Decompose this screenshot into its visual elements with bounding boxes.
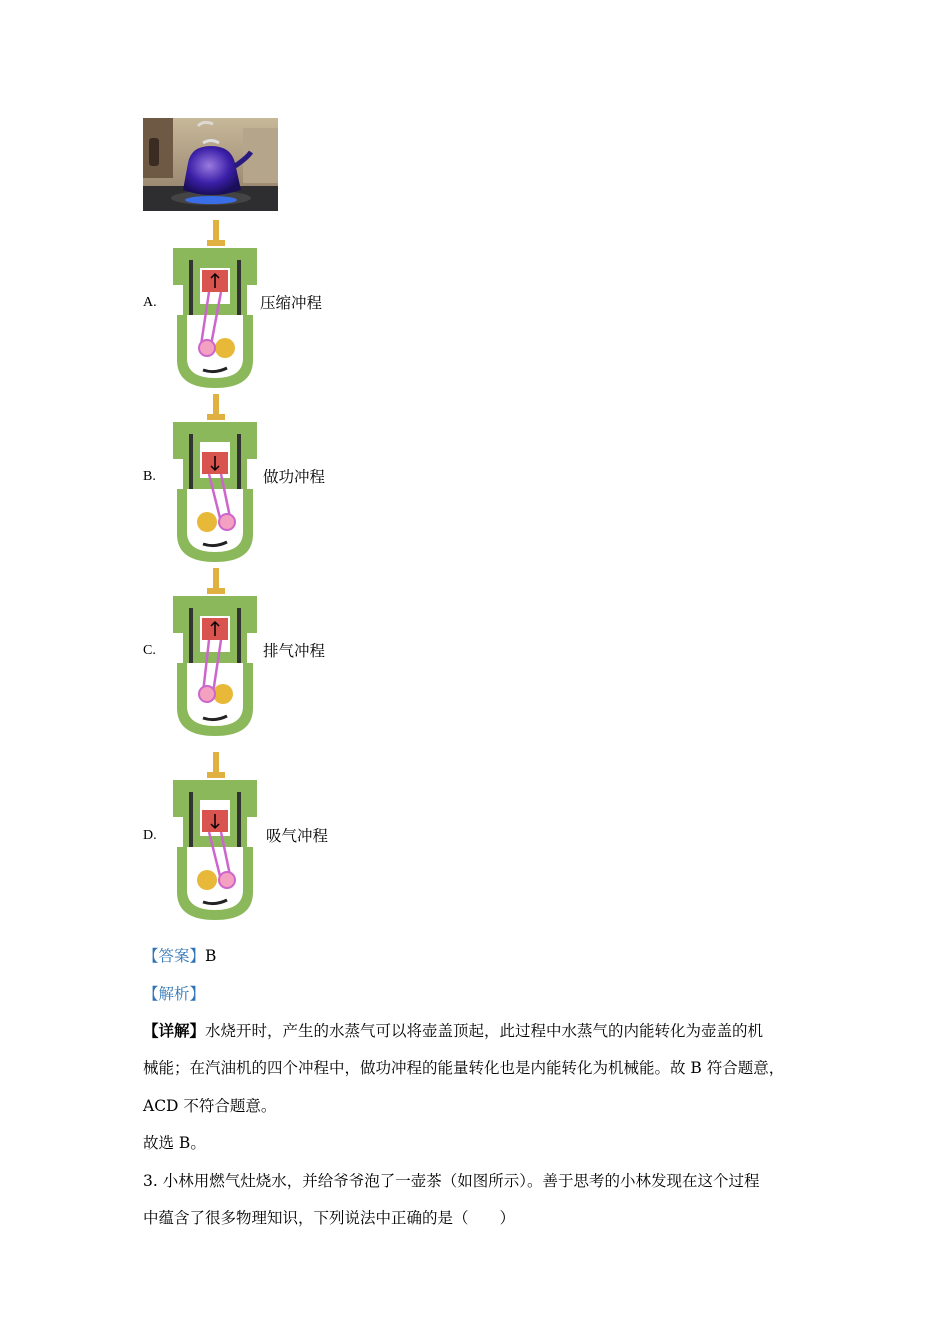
question3-line-1: 3. 小林用燃气灶烧水，并给爷爷泡了一壶茶（如图所示）。善于思考的小林发现在这个过程 — [143, 1172, 760, 1190]
option-stroke-label: 吸气冲程 — [266, 827, 329, 845]
option-stroke-label: 压缩冲程 — [260, 294, 323, 312]
answer-line — [143, 946, 216, 966]
detail-line-1 — [143, 1021, 763, 1041]
option-stroke-label: 做功冲程 — [263, 468, 326, 486]
engine-power-diagram — [165, 394, 265, 564]
option-letter: A. — [143, 295, 157, 310]
detail-label: 【详解】 — [143, 1021, 206, 1040]
detail-line-3: ACD 不符合题意。 — [143, 1097, 277, 1115]
option-c[interactable] — [143, 568, 543, 738]
option-stroke-label: 排气冲程 — [263, 642, 326, 660]
answer-label: 【答案】 — [143, 947, 206, 965]
option-b[interactable] — [143, 394, 543, 564]
engine-compression-diagram — [165, 220, 265, 390]
kettle-photo — [143, 118, 278, 211]
detail-line-2: 械能；在汽油机的四个冲程中，做功冲程的能量转化也是内能转化为机械能。故 B 符合题意， — [143, 1059, 785, 1077]
answer-value: B — [205, 947, 217, 965]
detail-conclusion: 故选 B。 — [143, 1134, 206, 1152]
option-letter: B. — [143, 469, 156, 484]
engine-intake-diagram — [165, 752, 265, 922]
analysis-label: 【解析】 — [143, 985, 206, 1003]
option-letter: D. — [143, 828, 157, 843]
option-letter: C. — [143, 643, 156, 658]
option-d[interactable] — [143, 752, 543, 922]
engine-exhaust-diagram — [165, 568, 265, 738]
question3-line-2: 中蕴含了很多物理知识，下列说法中正确的是（ ） — [143, 1209, 516, 1227]
detail-text-1: 水烧开时，产生的水蒸气可以将壶盖顶起，此过程中水蒸气的内能转化为壶盖的机 — [205, 1022, 764, 1040]
option-a[interactable] — [143, 220, 543, 390]
